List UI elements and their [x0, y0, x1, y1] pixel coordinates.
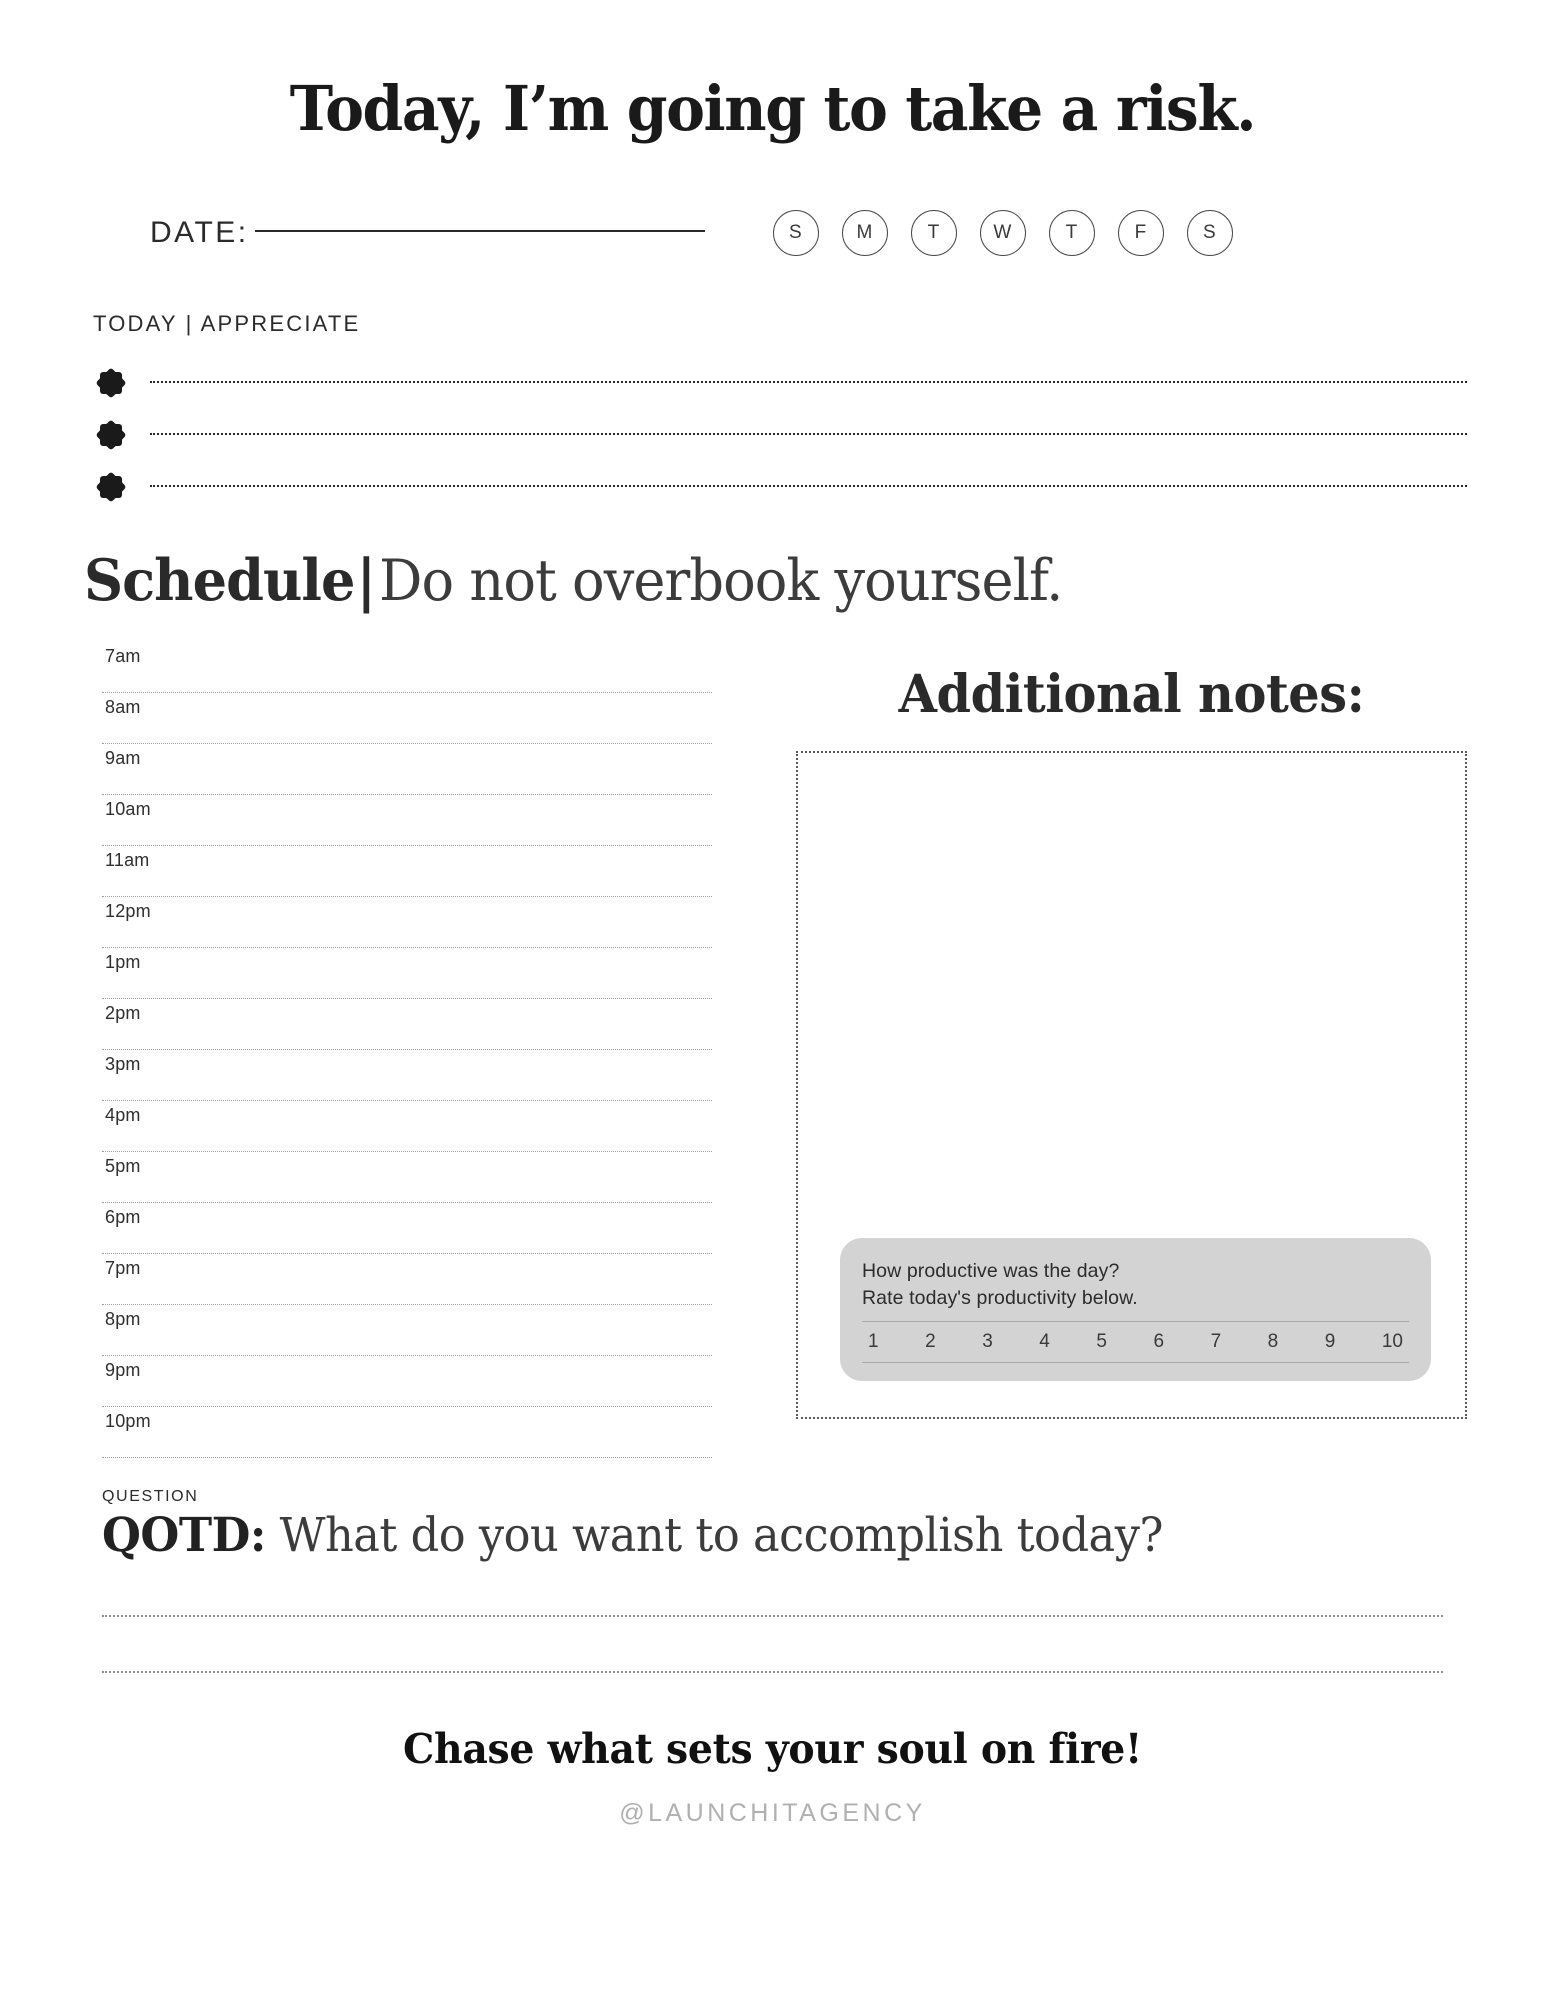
schedule-subtitle: Do not overbook yourself. — [379, 548, 1063, 614]
schedule-row-10pm[interactable] — [102, 1407, 712, 1458]
schedule-row-12pm[interactable] — [102, 897, 712, 948]
qotd-heading — [102, 1508, 1376, 1563]
rating-1[interactable]: 1 — [868, 1331, 879, 1352]
hour-label: 9pm — [105, 1360, 141, 1380]
hour-label: 4pm — [105, 1105, 141, 1125]
weekday-monday[interactable] — [842, 210, 888, 256]
hour-label: 10am — [105, 799, 151, 819]
rating-3[interactable]: 3 — [982, 1331, 993, 1352]
notes-column — [796, 642, 1467, 1458]
hour-label: 6pm — [105, 1207, 141, 1227]
star-icon — [98, 370, 124, 396]
weekday-saturday[interactable] — [1187, 210, 1233, 256]
appreciate-row — [78, 409, 1467, 461]
hour-label: 2pm — [105, 1003, 141, 1023]
weekday-friday[interactable] — [1118, 210, 1164, 256]
main-columns — [78, 642, 1467, 1458]
appreciate-input-2[interactable] — [150, 433, 1467, 435]
date-row — [78, 203, 1467, 263]
weekday-label: S — [789, 222, 803, 243]
hour-label: 3pm — [105, 1054, 141, 1074]
weekday-selector — [773, 210, 1233, 256]
qotd-kicker: QUESTION — [102, 1488, 199, 1505]
date-input[interactable] — [255, 230, 705, 232]
weekday-label: T — [927, 222, 940, 243]
productivity-question-line-1: How productive was the day? — [862, 1260, 1120, 1283]
rating-8[interactable]: 8 — [1267, 1331, 1279, 1352]
star-icon — [98, 422, 124, 448]
appreciate-input-1[interactable] — [150, 381, 1467, 383]
appreciate-list — [78, 357, 1467, 513]
schedule-divider: | — [356, 547, 376, 614]
schedule-row-5pm[interactable] — [102, 1152, 712, 1203]
schedule-row-8am[interactable] — [102, 693, 712, 744]
hour-label: 10pm — [105, 1411, 151, 1431]
schedule-row-3pm[interactable] — [102, 1050, 712, 1101]
schedule-row-6pm[interactable] — [102, 1203, 712, 1254]
hour-label: 5pm — [105, 1156, 141, 1176]
hour-label: 8am — [105, 697, 141, 717]
rating-2[interactable]: 2 — [925, 1331, 936, 1352]
weekday-label: M — [856, 222, 873, 243]
hour-label: 12pm — [105, 901, 151, 921]
schedule-hours — [102, 642, 712, 1458]
page-title: Today, I’m going to take a risk. — [289, 72, 1256, 145]
schedule-row-8pm[interactable] — [102, 1305, 712, 1356]
hour-label: 7pm — [105, 1258, 141, 1278]
schedule-heading — [84, 547, 1398, 614]
productivity-question-line-2: Rate today's productivity below. — [862, 1286, 1138, 1309]
weekday-wednesday[interactable] — [980, 210, 1026, 256]
weekday-tuesday[interactable] — [911, 210, 957, 256]
weekday-label: F — [1134, 222, 1147, 243]
qotd-question: What do you want to accomplish today? — [279, 1508, 1163, 1563]
rating-5[interactable]: 5 — [1096, 1331, 1107, 1352]
schedule-row-2pm[interactable] — [102, 999, 712, 1050]
qotd-answer-input-2[interactable] — [102, 1671, 1443, 1673]
rating-6[interactable]: 6 — [1153, 1331, 1165, 1352]
rating-9[interactable]: 9 — [1324, 1331, 1336, 1352]
schedule-row-9pm[interactable] — [102, 1356, 712, 1407]
date-label: DATE: — [150, 216, 249, 249]
qotd-label: QOTD: — [102, 1508, 266, 1563]
schedule-title: Schedule — [84, 547, 355, 614]
hour-label: 11am — [105, 850, 150, 870]
notes-title: Additional notes: — [898, 664, 1365, 725]
weekday-thursday[interactable] — [1049, 210, 1095, 256]
appreciate-row — [78, 461, 1467, 513]
weekday-label: W — [993, 222, 1012, 243]
weekday-sunday[interactable] — [773, 210, 819, 256]
appreciate-label: TODAY | APPRECIATE — [93, 311, 361, 336]
schedule-row-7pm[interactable] — [102, 1254, 712, 1305]
appreciate-row — [78, 357, 1467, 409]
productivity-divider-bottom — [862, 1362, 1409, 1363]
schedule-row-10am[interactable] — [102, 795, 712, 846]
hour-label: 9am — [105, 748, 141, 768]
schedule-row-9am[interactable] — [102, 744, 712, 795]
footer-handle: @LAUNCHITAGENCY — [619, 1799, 926, 1827]
appreciate-input-3[interactable] — [150, 485, 1467, 487]
weekday-label: T — [1065, 222, 1078, 243]
productivity-rating-card — [840, 1238, 1431, 1381]
schedule-row-1pm[interactable] — [102, 948, 712, 999]
schedule-row-7am[interactable] — [102, 642, 712, 693]
weekday-label: S — [1203, 222, 1217, 243]
hour-label: 8pm — [105, 1309, 141, 1329]
rating-10[interactable]: 10 — [1381, 1331, 1403, 1352]
star-icon — [98, 474, 124, 500]
qotd-section — [102, 1488, 1443, 1673]
qotd-answer-input-1[interactable] — [102, 1615, 1443, 1617]
rating-7[interactable]: 7 — [1210, 1331, 1222, 1352]
footer-quote: Chase what sets your soul on fire! — [402, 1725, 1143, 1773]
notes-textarea[interactable] — [796, 751, 1467, 1419]
productivity-scale — [862, 1322, 1409, 1362]
hour-label: 7am — [105, 646, 141, 666]
rating-4[interactable]: 4 — [1039, 1331, 1050, 1352]
schedule-row-11am[interactable] — [102, 846, 712, 897]
schedule-row-4pm[interactable] — [102, 1101, 712, 1152]
hour-label: 1pm — [105, 952, 141, 972]
